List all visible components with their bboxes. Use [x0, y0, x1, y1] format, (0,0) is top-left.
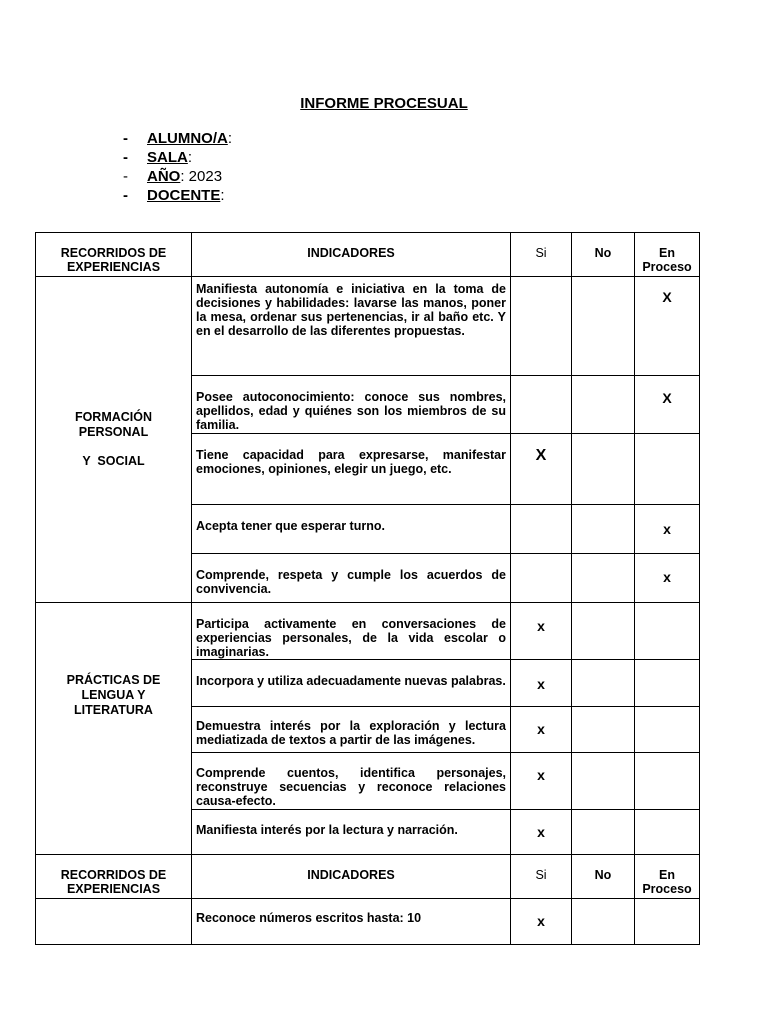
mark-si [511, 554, 572, 603]
mark-no [572, 554, 635, 603]
student-info-list [123, 129, 232, 205]
mark-en-proceso [635, 434, 700, 505]
alumno-label: ALUMNO/A [147, 130, 228, 147]
student-info-docente: - DOCENTE : [123, 187, 225, 204]
indicator-text: Manifiesta autonomía e iniciativa en la toma de decisiones y habilidades: lavarse las manos, poner la mesa, ordenar sus pertenencias, ir al baño etc. Y en el desarrollo de las diferentes propuestas. [192, 277, 511, 376]
mark-no [572, 810, 635, 855]
mark-en-proceso [635, 753, 700, 810]
header-no: No [572, 233, 635, 277]
mark-no [572, 753, 635, 810]
table-row [36, 277, 700, 376]
indicator-text: Posee autoconocimiento: conoce sus nombres, apellidos, edad y quiénes son los miembros de su familia. [192, 376, 511, 434]
mark-si: x [511, 603, 572, 660]
student-info-sala: - SALA : [123, 149, 193, 166]
mark-en-proceso [635, 707, 700, 753]
sala-label: SALA [147, 149, 188, 166]
student-info-alumno: - ALUMNO/A : [123, 130, 232, 147]
header-recorridos: RECORRIDOS DE EXPERIENCIAS [36, 233, 192, 277]
table-row [36, 899, 700, 945]
header-no: No [572, 855, 635, 899]
mark-no [572, 434, 635, 505]
header-en-proceso: En Proceso [635, 855, 700, 899]
student-info-anio: - AÑO : 2023 [123, 168, 223, 185]
header-indicadores: INDICADORES [192, 233, 511, 277]
area-practicas-lengua: PRÁCTICAS DE LENGUA Y LITERATURA [36, 603, 192, 855]
mark-si: x [511, 899, 572, 945]
header-row [36, 233, 700, 277]
mark-no [572, 707, 635, 753]
mark-en-proceso: X [635, 376, 700, 434]
mark-si: x [511, 810, 572, 855]
mark-no [572, 376, 635, 434]
header-en-proceso: En Proceso [635, 233, 700, 277]
evaluation-table [35, 232, 700, 945]
indicator-text: Demuestra interés por la exploración y lectura mediatizada de textos a partir de las imágenes. [192, 707, 511, 753]
mark-si: X [511, 434, 572, 505]
mark-no [572, 603, 635, 660]
mark-en-proceso [635, 899, 700, 945]
report-title: INFORME PROCESUAL [300, 95, 468, 112]
header-si: Si [511, 233, 572, 277]
table-row [36, 603, 700, 660]
mark-si [511, 505, 572, 554]
mark-en-proceso: x [635, 505, 700, 554]
header-si: Si [511, 855, 572, 899]
header-row-2 [36, 855, 700, 899]
area-formacion-line2: Y SOCIAL [82, 454, 145, 468]
indicator-text: Reconoce números escritos hasta: 10 [192, 899, 511, 945]
mark-no [572, 505, 635, 554]
mark-no [572, 277, 635, 376]
mark-si [511, 376, 572, 434]
indicator-text: Incorpora y utiliza adecuadamente nuevas palabras. [192, 660, 511, 707]
header-indicadores: INDICADORES [192, 855, 511, 899]
area-formacion-line1: FORMACIÓN PERSONAL [74, 410, 153, 439]
mark-en-proceso [635, 603, 700, 660]
header-recorridos: RECORRIDOS DE EXPERIENCIAS [36, 855, 192, 899]
mark-en-proceso: x [635, 554, 700, 603]
mark-si: x [511, 707, 572, 753]
mark-no [572, 899, 635, 945]
indicator-text: Manifiesta interés por la lectura y narración. [192, 810, 511, 855]
indicator-text: Comprende cuentos, identifica personajes, reconstruye secuencias y reconoce relaciones causa-efecto. [192, 753, 511, 810]
mark-no [572, 660, 635, 707]
indicator-text: Acepta tener que esperar turno. [192, 505, 511, 554]
docente-label: DOCENTE [147, 187, 221, 204]
anio-value: 2023 [184, 168, 223, 185]
area-empty [36, 899, 192, 945]
mark-en-proceso [635, 660, 700, 707]
indicator-text: Tiene capacidad para expresarse, manifestar emociones, opiniones, elegir un juego, etc. [192, 434, 511, 505]
mark-si: x [511, 660, 572, 707]
anio-label: AÑO [147, 168, 181, 185]
indicator-text: Comprende, respeta y cumple los acuerdos de convivencia. [192, 554, 511, 603]
indicator-text: Participa activamente en conversaciones de experiencias personales, de la vida escolar o imaginarias. [192, 603, 511, 660]
mark-en-proceso: X [635, 277, 700, 376]
mark-si: x [511, 753, 572, 810]
mark-en-proceso [635, 810, 700, 855]
mark-si [511, 277, 572, 376]
area-formacion-personal [36, 277, 192, 603]
